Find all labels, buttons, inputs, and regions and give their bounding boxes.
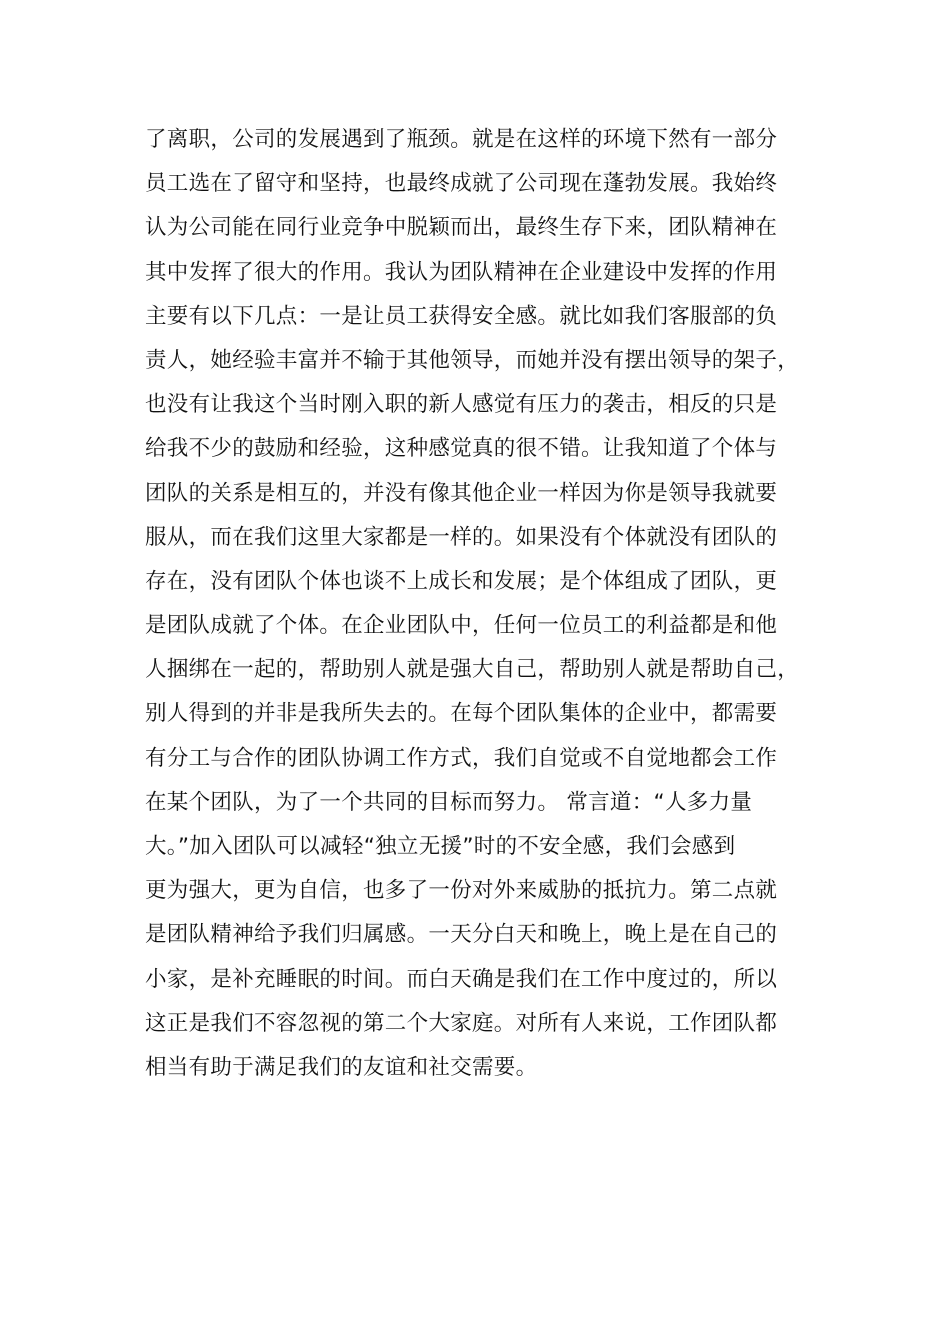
text-line: 也没有让我这个当时刚入职的新人感觉有压力的袭击，相反的只是	[145, 392, 778, 418]
text-line: 相当有助于满足我们的友谊和社交需要。	[145, 1054, 538, 1080]
text-line: 这正是我们不容忽视的第二个大家庭。对所有人来说，工作团队都	[145, 1010, 778, 1036]
text-line: 有分工与合作的团队协调工作方式，我们自觉或不自觉地都会工作	[145, 745, 778, 771]
text-line: 其中发挥了很大的作用。我认为团队精神在企业建设中发挥的作用	[145, 259, 778, 285]
text-line: 给我不少的鼓励和经验，这种感觉真的很不错。让我知道了个体与	[145, 436, 778, 462]
text-line: 大。”加入团队可以减轻“独立无援”时的不安全感，我们会感到	[145, 834, 736, 859]
text-line: 是团队成就了个体。在企业团队中，任何一位员工的利益都是和他	[145, 613, 778, 639]
text-line: 别人得到的并非是我所失去的。在每个团队集体的企业中，都需要	[145, 701, 778, 727]
text-line: 更为强大，更为自信，也多了一份对外来威胁的抵抗力。第二点就	[145, 878, 778, 904]
text-line: 责人，她经验丰富并不输于其他领导，而她并没有摆出领导的架子，	[145, 347, 800, 373]
text-line: 服从，而在我们这里大家都是一样的。如果没有个体就没有团队的	[145, 524, 778, 550]
text-line: 员工选在了留守和坚持，也最终成就了公司现在蓬勃发展。我始终	[145, 171, 778, 197]
text-line: 小家，是补充睡眠的时间。而白天确是我们在工作中度过的，所以	[145, 966, 778, 992]
text-line: 团队的关系是相互的，并没有像其他企业一样因为你是领导我就要	[145, 480, 778, 506]
body-paragraph	[145, 118, 825, 1090]
text-line: 人捆绑在一起的，帮助别人就是强大自己，帮助别人就是帮助自己，	[145, 657, 800, 683]
text-line: 在某个团队，为了一个共同的目标而努力。 常言道：“人多力量	[145, 789, 753, 815]
text-line: 主要有以下几点：一是让员工获得安全感。就比如我们客服部的负	[145, 303, 778, 329]
text-line: 了离职，公司的发展遇到了瓶颈。就是在这样的环境下然有一部分	[145, 127, 778, 152]
text-line: 存在，没有团队个体也谈不上成长和发展；是个体组成了团队，更	[145, 568, 778, 594]
text-line: 是团队精神给予我们归属感。一天分白天和晚上，晚上是在自己的	[145, 922, 778, 948]
text-line: 认为公司能在同行业竞争中脱颖而出，最终生存下来，团队精神在	[145, 215, 778, 241]
